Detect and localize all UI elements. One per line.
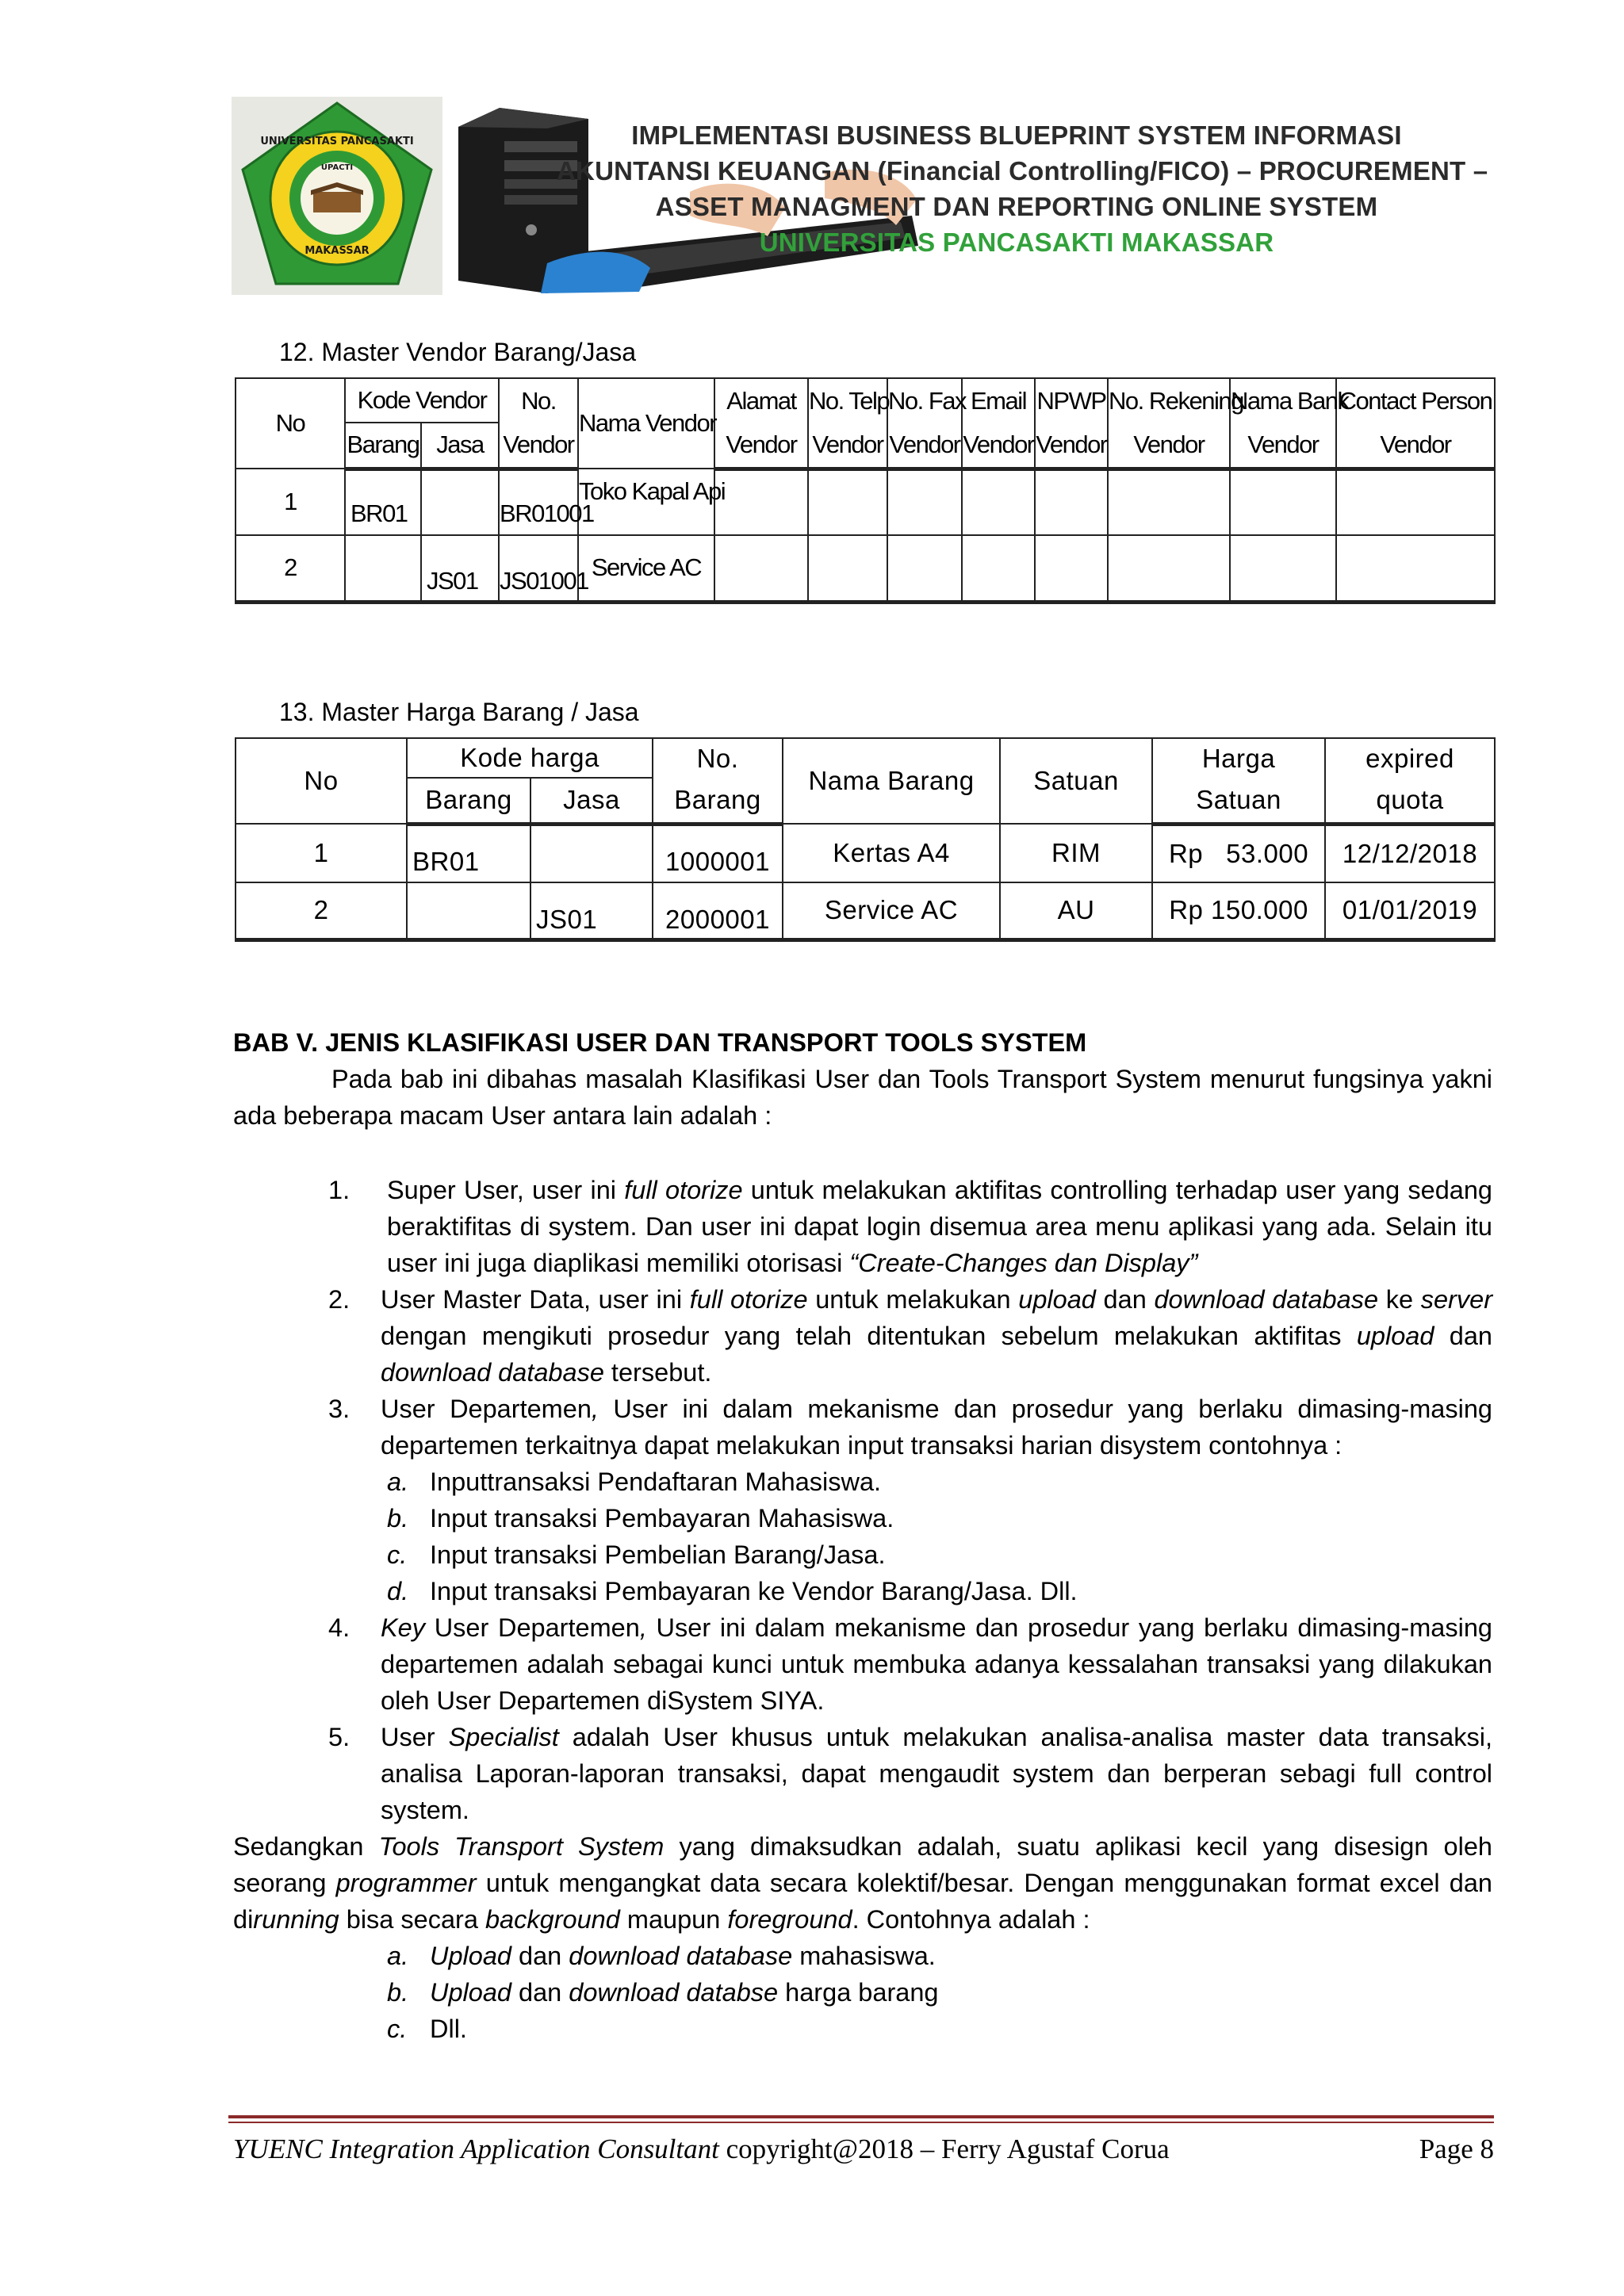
item2-text-j: upload <box>1356 1322 1434 1350</box>
tools-text-j: foreground <box>727 1905 852 1934</box>
cell-no-vendor: BR01001 <box>499 469 578 535</box>
cell-empty <box>714 535 808 602</box>
cell-no-vendor: JS01001 <box>499 535 578 602</box>
sub-letter: b. <box>387 1978 409 2007</box>
header-expired-2: quota <box>1325 778 1495 824</box>
sub-letter: c. <box>387 1540 408 1569</box>
sub-item: Input transaksi Pembayaran ke Vendor Barang/Jasa. Dll. <box>430 1577 1078 1605</box>
item3-text-b: , <box>591 1395 599 1423</box>
cell-expired: 12/12/2018 <box>1325 824 1495 882</box>
logo-text-top: UNIVERSITAS PANCASAKTI <box>260 136 414 147</box>
cell-empty <box>962 535 1035 602</box>
header-bank-1: Nama Bank <box>1230 378 1336 423</box>
tools-text-f: running <box>253 1905 339 1934</box>
cell-empty <box>1035 535 1108 602</box>
cell-empty <box>1108 469 1230 535</box>
item2-text-a: User Master Data, user ini <box>381 1285 690 1314</box>
sub-letter: a. <box>387 1942 409 1970</box>
tools-text-b: Tools Transport System <box>378 1832 665 1861</box>
cell-harga: Rp 53.000 <box>1152 824 1325 882</box>
cell-satuan: AU <box>1000 882 1152 939</box>
header-no-barang-1: No. <box>653 738 783 778</box>
header-no-barang-2: Barang <box>653 778 783 824</box>
university-logo <box>232 97 442 295</box>
list-item-2 <box>381 1281 1492 1391</box>
header-kode-vendor: Kode Vendor <box>345 378 499 423</box>
sub-item: Upload dan download databse harga barang <box>430 1978 939 2007</box>
header-title-line-1: IMPLEMENTASI BUSINESS BLUEPRINT SYSTEM INFORMASI <box>631 121 1402 150</box>
cell-empty <box>808 535 887 602</box>
item2-text-m: tersebut. <box>603 1358 712 1387</box>
header-no: No <box>236 738 407 824</box>
cell-jasa <box>421 469 499 535</box>
cell-jasa <box>530 824 653 882</box>
bab-intro: Pada bab ini dibahas masalah Klasifikasi User dan Tools Transport System menurut fungsinya yakni ada beberapa macam User antara lain adalah : <box>233 1065 1492 1130</box>
footer-copyright: copyright@2018 – Ferry Agustaf Corua <box>718 2133 1170 2164</box>
cell-no: 1 <box>236 824 407 882</box>
logo-text-bottom: MAKASSAR <box>304 245 370 257</box>
header-title-line-3: ASSET MANAGMENT DAN REPORTING ONLINE SYSTEM <box>655 192 1378 221</box>
cell-empty <box>1230 469 1336 535</box>
cell-no: 2 <box>236 882 407 939</box>
item5-text-a: User <box>381 1723 449 1751</box>
header-email-2: Vendor <box>962 423 1035 469</box>
tools-text-a: Sedangkan <box>233 1832 379 1861</box>
cell-empty <box>808 469 887 535</box>
header-contact-2: Vendor <box>1336 423 1495 469</box>
cell-empty <box>887 469 962 535</box>
sub-item: Input transaksi Pembayaran Mahasiswa. <box>430 1504 894 1533</box>
cell-empty <box>962 469 1035 535</box>
list-number-3: 3. <box>328 1395 350 1423</box>
sub-letter: c. <box>387 2015 408 2043</box>
list-number-4: 4. <box>328 1613 350 1642</box>
tools-text-h: background <box>485 1905 620 1934</box>
tools-text-g: bisa secara <box>339 1905 485 1934</box>
header-nama-vendor: Nama Vendor <box>578 378 714 469</box>
footer-company: YUENC Integration Application Consultant <box>233 2133 719 2164</box>
header-alamat-2: Vendor <box>714 423 808 469</box>
header-alamat-1: Alamat <box>714 378 808 423</box>
tools-text-d: programmer <box>335 1869 477 1897</box>
list-number-2: 2. <box>328 1285 350 1314</box>
item4-text-c: , <box>639 1613 647 1642</box>
item1-text-a: Super User, user ini <box>387 1176 625 1204</box>
list-item-4 <box>381 1609 1492 1719</box>
item1-text-c: untuk melakukan aktifitas controlling terhadap user yang sedang beraktifitas di system. Dan user ini dapat login disemua area menu aplikasi yang ada. Selain itu user ini juga diaplikasi memiliki otorisasi <box>387 1176 1492 1277</box>
cell-empty <box>1108 535 1230 602</box>
header-nama-barang: Nama Barang <box>783 738 1000 824</box>
header-email-1: Email <box>962 378 1035 423</box>
sub-letter: a. <box>387 1468 409 1496</box>
tools-text-i: maupun <box>619 1905 728 1934</box>
item2-text-d: upload <box>1018 1285 1096 1314</box>
item1-text-d: “Create-Changes dan Display” <box>849 1249 1198 1277</box>
list-item-3 <box>381 1391 1492 1464</box>
sub-item: Dll. <box>430 2015 467 2043</box>
sub-item: Input transaksi Pembelian Barang/Jasa. <box>430 1540 886 1569</box>
cell-nama-barang: Service AC <box>783 882 1000 939</box>
header-subtitle: UNIVERSITAS PANCASAKTI MAKASSAR <box>759 228 1274 257</box>
item4-text-b: User Departemen <box>425 1613 640 1642</box>
table-row <box>236 535 1495 602</box>
cell-jasa: JS01 <box>421 535 499 602</box>
cell-nama-vendor: Toko Kapal Api <box>578 469 714 535</box>
cell-empty <box>1230 535 1336 602</box>
tools-paragraph <box>233 1828 1492 1938</box>
section-13-title: 13. Master Harga Barang / Jasa <box>279 698 639 726</box>
header-kode-harga: Kode harga <box>407 738 653 778</box>
item2-text-f: download database <box>1154 1285 1379 1314</box>
sub-letter: b. <box>387 1504 409 1533</box>
header-telp-2: Vendor <box>808 423 887 469</box>
item2-text-e: dan <box>1095 1285 1155 1314</box>
item2-text-h: server <box>1420 1285 1493 1314</box>
bab-heading: BAB V. JENIS KLASIFIKASI USER DAN TRANSPORT TOOLS SYSTEM <box>233 1028 1087 1057</box>
cell-expired: 01/01/2019 <box>1325 882 1495 939</box>
cell-empty <box>1336 535 1495 602</box>
header-telp-1: No. Telp <box>808 378 887 423</box>
tools-text-e: untuk mengangkat data secara kolektif/besar. Dengan menggunakan format excel dan di <box>233 1869 1492 1934</box>
header-harga-2: Satuan <box>1152 778 1325 824</box>
tools-text-k: . Contohnya adalah : <box>852 1905 1090 1934</box>
master-vendor-table <box>235 377 1496 604</box>
item5-text-b: Specialist <box>448 1723 559 1751</box>
header-expired-1: expired <box>1325 738 1495 778</box>
list-item-1 <box>387 1172 1492 1281</box>
cell-satuan: RIM <box>1000 824 1152 882</box>
header-fax-1: No. Fax <box>887 378 962 423</box>
page-number: Page 8 <box>1419 2133 1494 2164</box>
item3-text-c: User ini dalam mekanisme dan prosedur yang berlaku dimasing-masing departemen terkaitnya dapat melakukan input transaksi harian disystem contohnya : <box>381 1395 1492 1460</box>
item2-text-g: ke <box>1378 1285 1421 1314</box>
list-number-1: 1. <box>328 1176 350 1204</box>
tools-text-c: yang dimaksudkan adalah, suatu aplikasi kecil yang disesign oleh seorang <box>233 1832 1493 1897</box>
cell-no-barang: 1000001 <box>653 824 783 882</box>
list-number-5: 5. <box>328 1723 350 1751</box>
item1-text-b: full otorize <box>624 1176 743 1204</box>
item2-text-i: dengan mengikuti prosedur yang telah ditentukan sebelum melakukan aktifitas <box>381 1322 1357 1350</box>
header-npwp-1: NPWP <box>1035 378 1108 423</box>
header-harga-1: Harga <box>1152 738 1325 778</box>
logo-text-mid: UPACTI <box>320 163 354 172</box>
header-no-vendor-2: Vendor <box>499 423 578 469</box>
header-bank-2: Vendor <box>1230 423 1336 469</box>
cell-barang <box>345 535 421 602</box>
header-fax-2: Vendor <box>887 423 962 469</box>
master-harga-table <box>235 737 1496 942</box>
cell-nama-vendor: Service AC <box>578 535 714 602</box>
document-header <box>232 97 1500 295</box>
item3-text-a: User Departemen <box>381 1395 592 1423</box>
item4-text-d: User ini dalam mekanisme dan prosedur yang berlaku dimasing-masing departemen adalah sebagai kunci untuk membuka adanya kessalahan transaksi yang dilakukan oleh User Departemen diSystem SIYA. <box>381 1613 1492 1715</box>
footer-credit <box>233 2131 1170 2168</box>
cell-empty <box>1035 469 1108 535</box>
sub-item: Inputtransaksi Pendaftaran Mahasiswa. <box>430 1468 882 1496</box>
header-satuan: Satuan <box>1000 738 1152 824</box>
table-row <box>236 469 1495 535</box>
header-barang: Barang <box>407 778 530 824</box>
cell-barang: BR01 <box>407 824 530 882</box>
cell-no-barang: 2000001 <box>653 882 783 939</box>
cell-no: 1 <box>236 469 345 535</box>
header-title <box>557 117 1488 260</box>
cell-empty <box>714 469 808 535</box>
item5-text-c: adalah User khusus untuk melakukan analisa-analisa master data transaksi, analisa Laporan-laporan transaksi, dapat mengaudit system dan berperan sebagi full control system. <box>381 1723 1492 1824</box>
footer-divider-thin <box>228 2122 1494 2123</box>
cell-nama-barang: Kertas A4 <box>783 824 1000 882</box>
item2-text-l: download database <box>381 1358 604 1387</box>
header-rekening-1: No. Rekening <box>1108 378 1230 423</box>
sub-item: Upload dan download database mahasiswa. <box>430 1942 936 1970</box>
header-npwp-2: Vendor <box>1035 423 1108 469</box>
cell-barang: BR01 <box>345 469 421 535</box>
cell-empty <box>887 535 962 602</box>
sub-letter: d. <box>387 1577 409 1605</box>
page-footer <box>233 2131 1494 2168</box>
table-header-row <box>236 378 1495 423</box>
cell-harga: Rp 150.000 <box>1152 882 1325 939</box>
table-header-row <box>236 738 1495 778</box>
cell-barang <box>407 882 530 939</box>
list-item-5 <box>381 1719 1492 1828</box>
header-barang: Barang <box>345 423 421 469</box>
header-jasa: Jasa <box>421 423 499 469</box>
header-no: No <box>236 378 345 469</box>
cell-empty <box>1336 469 1495 535</box>
header-no-vendor-1: No. <box>499 378 578 423</box>
item2-text-b: full otorize <box>689 1285 808 1314</box>
section-12-title: 12. Master Vendor Barang/Jasa <box>279 338 637 366</box>
header-contact-1: Contact Person <box>1336 378 1495 423</box>
table-row <box>236 882 1495 939</box>
header-rekening-2: Vendor <box>1108 423 1230 469</box>
item2-text-c: untuk melakukan <box>807 1285 1019 1314</box>
footer-divider <box>228 2115 1494 2118</box>
cell-no: 2 <box>236 535 345 602</box>
table-row <box>236 824 1495 882</box>
header-jasa: Jasa <box>530 778 653 824</box>
university-logo-emblem <box>232 97 442 295</box>
item4-text-a: Key <box>381 1613 426 1642</box>
cell-jasa: JS01 <box>530 882 653 939</box>
header-title-line-2: AKUNTANSI KEUANGAN (Financial Controlling/FICO) – PROCUREMENT – <box>557 156 1488 186</box>
item2-text-k: dan <box>1434 1322 1492 1350</box>
table-header-row <box>236 423 1495 469</box>
